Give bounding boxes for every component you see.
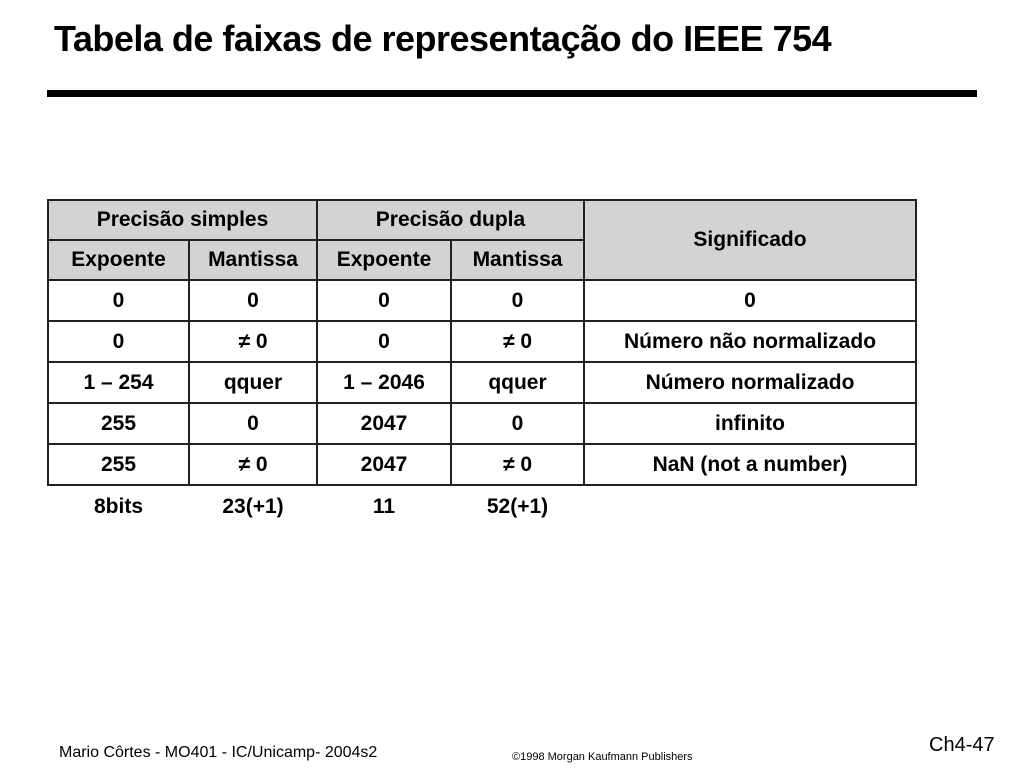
single-mantissa-cell: qquer (189, 362, 317, 403)
double-mantissa-cell: qquer (451, 362, 584, 403)
double-mantissa-cell: 0 (451, 403, 584, 444)
table-row (48, 362, 916, 403)
single-exponent-cell: 1 – 254 (48, 362, 189, 403)
double-mantissa-bits: 52(+1) (486, 495, 549, 518)
single-exponent-cell: 0 (48, 280, 189, 321)
meaning-cell: Número não normalizado (584, 321, 916, 362)
single-mantissa-cell: 0 (189, 280, 317, 321)
double-mantissa-cell: ≠ 0 (451, 444, 584, 485)
group-header-row (48, 200, 916, 240)
table-row (48, 280, 916, 321)
single-exponent-header: Expoente (48, 240, 189, 280)
meaning-cell: infinito (584, 403, 916, 444)
double-mantissa-cell: ≠ 0 (451, 321, 584, 362)
single-mantissa-cell: 0 (189, 403, 317, 444)
copyright-footer: ©1998 Morgan Kaufmann Publishers (512, 751, 693, 763)
double-exponent-cell: 2047 (317, 403, 451, 444)
single-exponent-cell: 255 (48, 444, 189, 485)
double-mantissa-header: Mantissa (451, 240, 584, 280)
single-mantissa-cell: ≠ 0 (189, 444, 317, 485)
double-exponent-header: Expoente (317, 240, 451, 280)
bit-width-row (48, 485, 916, 528)
author-footer: Mario Côrtes - MO401 - IC/Unicamp- 2004s2 (59, 744, 378, 761)
double-exponent-cell: 2047 (317, 444, 451, 485)
ieee754-range-table (47, 199, 917, 528)
single-mantissa-header: Mantissa (189, 240, 317, 280)
double-mantissa-cell: 0 (451, 280, 584, 321)
double-exponent-cell: 1 – 2046 (317, 362, 451, 403)
single-exponent-cell: 255 (48, 403, 189, 444)
double-exponent-cell: 0 (317, 280, 451, 321)
meaning-header: Significado (584, 200, 916, 280)
double-exponent-cell: 0 (317, 321, 451, 362)
empty-cell (584, 485, 916, 528)
single-precision-header: Precisão simples (48, 200, 317, 240)
single-mantissa-cell: ≠ 0 (189, 321, 317, 362)
double-precision-header: Precisão dupla (317, 200, 584, 240)
page-number: Ch4-47 (929, 734, 995, 756)
title-underline (47, 90, 977, 97)
meaning-cell: Número normalizado (584, 362, 916, 403)
table-row (48, 444, 916, 485)
double-exponent-bits: 11 (372, 495, 396, 518)
meaning-cell: NaN (not a number) (584, 444, 916, 485)
single-exponent-bits: 8bits (93, 495, 143, 518)
single-mantissa-bits: 23(+1) (222, 495, 284, 518)
table-row (48, 321, 916, 362)
single-exponent-cell: 0 (48, 321, 189, 362)
table-row (48, 403, 916, 444)
meaning-cell: 0 (584, 280, 916, 321)
slide-title: Tabela de faixas de representação do IEEE 754 (54, 18, 832, 59)
